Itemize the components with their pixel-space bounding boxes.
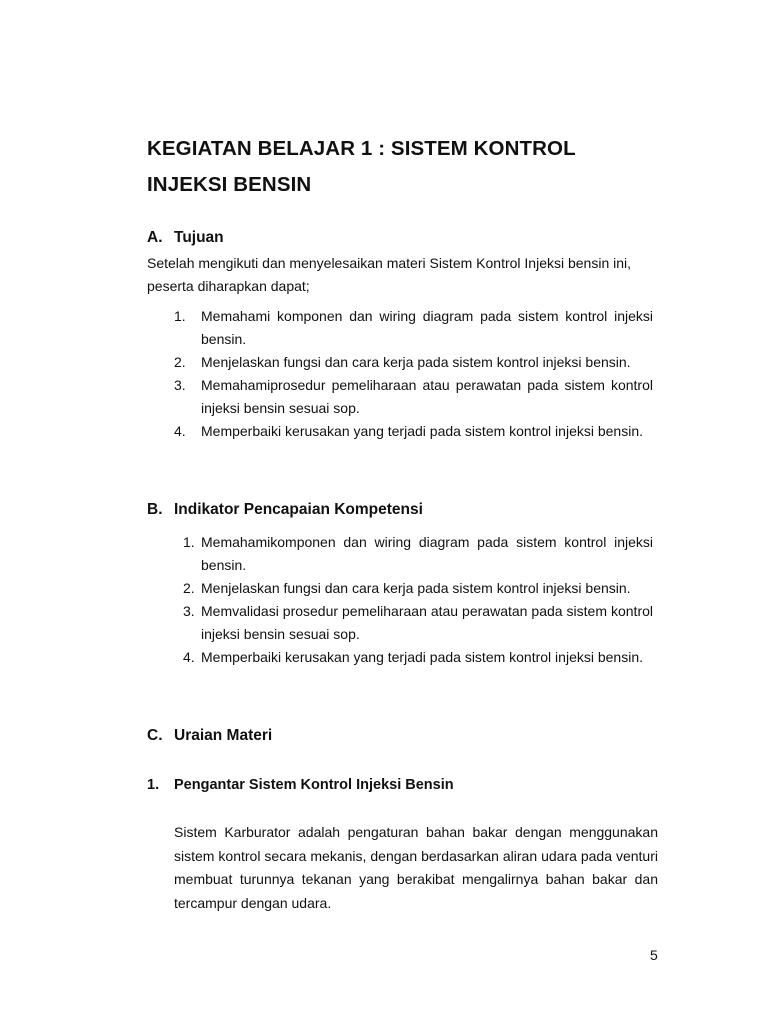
section-a-label: A. — [147, 229, 163, 246]
subsection-1-heading — [0, 777, 768, 797]
list-item-text: Memvalidasi prosedur pemeliharaan atau perawatan pada sistem kontrol injeksi bensin sesuai sop. — [201, 603, 653, 642]
page-number: 5 — [650, 947, 658, 963]
list-item — [183, 646, 653, 669]
document-title — [147, 137, 576, 197]
section-a-list — [174, 305, 653, 443]
section-b-title: Indikator Pencapaian Kompetensi — [174, 501, 423, 518]
list-item-number: 3. — [183, 603, 195, 619]
document-title-line-1: KEGIATAN BELAJAR 1 : SISTEM KONTROL — [147, 137, 576, 160]
list-item-text: Memperbaiki kerusakan yang terjadi pada sistem kontrol injeksi bensin. — [201, 423, 643, 439]
section-a-heading — [0, 229, 768, 249]
list-item-number: 4. — [174, 423, 186, 439]
subsection-1-label: 1. — [147, 777, 160, 793]
subsection-1-body: Sistem Karburator adalah pengaturan bahan bakar dengan menggunakan sistem kontrol secara mekanis, dengan berdasarkan aliran udara pada venturi membuat turunnya tekanan yang berakibat mengalirnya bahan bakar dan tercampur dengan udara. — [174, 824, 658, 911]
list-item-number: 3. — [174, 377, 186, 393]
section-a-intro: Setelah mengikuti dan menyelesaikan materi Sistem Kontrol Injeksi bensin ini, peserta diharapkan dapat; — [147, 255, 632, 294]
list-item — [183, 600, 653, 646]
list-item-number: 1. — [174, 308, 186, 324]
list-item — [174, 305, 653, 351]
list-item-number: 2. — [183, 580, 195, 596]
section-b-list — [183, 531, 653, 669]
list-item — [174, 420, 653, 443]
section-a-title: Tujuan — [174, 229, 224, 246]
list-item-text: Menjelaskan fungsi dan cara kerja pada sistem kontrol injeksi bensin. — [201, 354, 631, 370]
list-item — [174, 351, 653, 374]
list-item — [174, 374, 653, 420]
subsection-1-title: Pengantar Sistem Kontrol Injeksi Bensin — [174, 777, 454, 793]
list-item-text: Memahamiprosedur pemeliharaan atau perawatan pada sistem kontrol injeksi bensin sesuai sop. — [201, 377, 653, 416]
section-b-heading — [0, 501, 768, 521]
section-b-label: B. — [147, 501, 163, 518]
list-item-text: Memahamikomponen dan wiring diagram pada sistem kontrol injeksi bensin. — [201, 534, 653, 573]
document-title-line-2: INJEKSI BENSIN — [147, 173, 312, 196]
section-c-heading — [0, 727, 768, 747]
list-item — [183, 577, 653, 600]
list-item — [183, 531, 653, 577]
list-item-text: Memahami komponen dan wiring diagram pada sistem kontrol injeksi bensin. — [201, 308, 653, 347]
list-item-number: 2. — [174, 354, 186, 370]
section-c-title: Uraian Materi — [174, 727, 273, 744]
list-item-text: Memperbaiki kerusakan yang terjadi pada sistem kontrol injeksi bensin. — [201, 649, 643, 665]
list-item-number: 1. — [183, 534, 195, 550]
list-item-number: 4. — [183, 649, 195, 665]
section-c-label: C. — [147, 727, 163, 744]
list-item-text: Menjelaskan fungsi dan cara kerja pada sistem kontrol injeksi bensin. — [201, 580, 631, 596]
